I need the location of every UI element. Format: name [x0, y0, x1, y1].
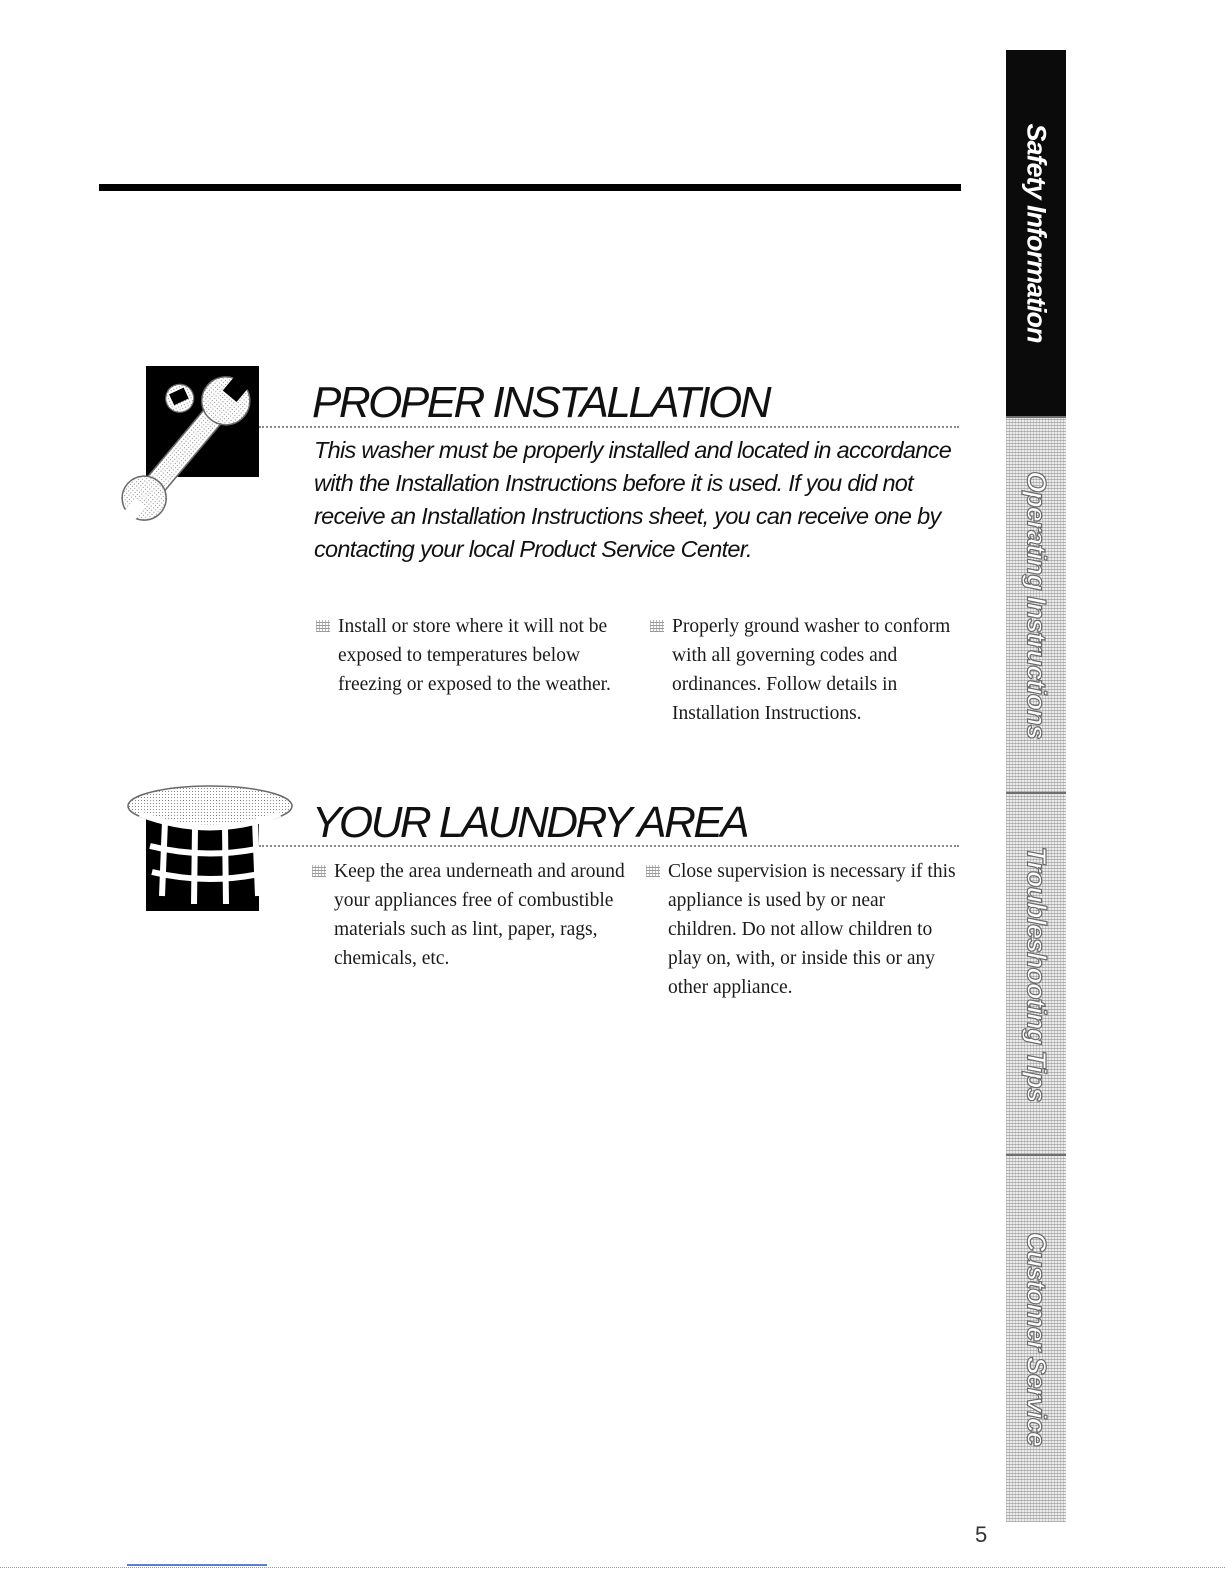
bottom-link-underline: [127, 1564, 267, 1566]
section-title-proper-installation: PROPER INSTALLATION: [312, 378, 769, 427]
bullet-marker-icon: [650, 620, 664, 632]
section-title-your-laundry-area: YOUR LAUNDRY AREA: [312, 798, 748, 847]
list-item: Install or store where it will not be exposed to temperatures below freezing or exposed to the weather.: [316, 612, 628, 699]
bottom-rule: [0, 1567, 1225, 1568]
bullet-marker-icon: [312, 865, 326, 877]
wrench-icon: [146, 366, 306, 556]
list-item: Keep the area underneath and around your appliances free of combustible materials such as lint, paper, rags, chemicals, etc.: [312, 857, 630, 973]
section-divider: [259, 426, 959, 428]
tab-safety-information[interactable]: Safety Information: [1006, 50, 1066, 416]
tab-customer-service[interactable]: Customer Service: [1006, 1154, 1066, 1522]
tab-operating-instructions[interactable]: Operating Instructions: [1006, 416, 1066, 792]
bullet-marker-icon: [316, 620, 330, 632]
installation-intro: This washer must be properly installed and located in accordance with the Installation Instructions before it is used. If you did not receive an Installation Instructions sheet, you can receive one by contacting your local Product Service Center.: [314, 437, 952, 562]
list-item: Properly ground washer to conform with all governing codes and ordinances. Follow details in Installation Instructions.: [650, 612, 962, 728]
top-rule: [99, 184, 961, 191]
page-number: 5: [975, 1522, 988, 1547]
section-divider: [259, 845, 959, 847]
bullet-marker-icon: [646, 865, 660, 877]
list-item: Close supervision is necessary if this appliance is used by or near children. Do not allow children to play on, with, or inside this or any other appliance.: [646, 857, 958, 1002]
tab-troubleshooting-tips[interactable]: Troubleshooting Tips: [1006, 792, 1066, 1154]
